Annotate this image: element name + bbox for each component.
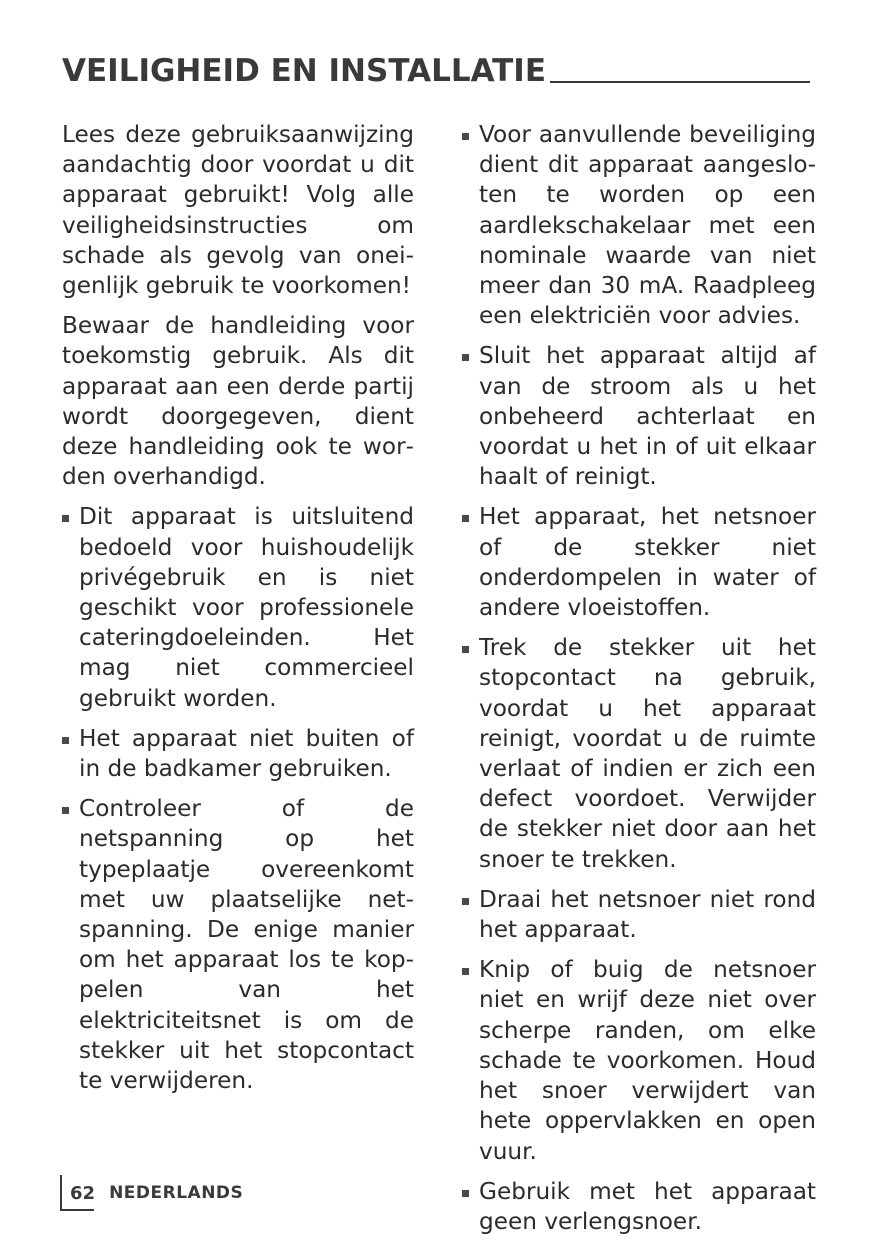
list-item [462,955,816,1166]
square-bullet-icon [462,898,469,905]
square-bullet-icon [62,737,69,744]
right-bullet-list [462,120,816,1237]
list-item [462,633,816,875]
list-item [62,794,414,1096]
list-item-text: Draai het netsnoer niet rond het apparaat. [479,885,816,944]
list-item [462,341,816,492]
right-column [462,120,816,1247]
list-item [462,502,816,623]
page-title: VEILIGHEID EN INSTALLATIE [62,53,547,89]
square-bullet-icon [462,515,469,522]
language-label: NEDERLANDS [109,1183,244,1203]
list-item-text: Dit apparaat is uitsluitend bedoeld voor huishoudelijk privégebruik en is niet geschikt voor professionele cateringdoeleinden. Het mag niet commercieel gebruikt worden. [79,503,414,712]
page-number: 62 [70,1182,96,1204]
left-bullet-list [62,502,414,1096]
list-item [62,724,414,784]
title-underline [550,81,810,83]
list-item-text: Gebruik met het apparaat geen verlengsnoer. [479,1177,816,1235]
keep-manual-paragraph: Bewaar de handleiding voor toekomstig gebruik. Als dit apparaat aan een derde partij wordt doorgegeven, dient deze handleiding ook te worden overhandigd. [62,312,414,491]
intro-paragraph: Lees deze gebruiksaanwijzing aandachtig door voordat u dit apparaat gebruikt! Volg alle veiligheidsinstructies om schade als gevolg van oneigenlijk gebruik te voorkomen! [62,121,414,300]
list-item-text: Het apparaat, het netsnoer of de stekker niet onderdompelen in water of andere vloeistoffen. [479,503,816,622]
list-item [462,120,816,331]
square-bullet-icon [462,646,469,653]
footer-horizontal-rule [60,1209,94,1211]
list-item [462,885,816,945]
square-bullet-icon [62,807,69,814]
list-item-text: Sluit het apparaat altijd af van de stroom als u het onbeheerd achterlaat en voordat u het in of uit elkaar haalt of reinigt. [479,342,816,491]
footer-vertical-rule [60,1175,62,1211]
square-bullet-icon [462,354,469,361]
page-footer [60,1175,243,1211]
square-bullet-icon [462,968,469,975]
list-item-text: Controleer of de netspanning op het typeplaatje overeenkomt met uw plaatselijke netspanning. De enige manier om het apparaat los te koppelen van het elektriciteitsnet is om de stekker uit het stopcontact te verwijderen. [79,795,414,1095]
list-item [462,1177,816,1237]
left-column [62,120,414,1106]
list-item-text: Knip of buig de netsnoer niet en wrijf deze niet over scherpe randen, om elke schade te voorkomen. Houd het snoer verwijdert van hete oppervlakken en open vuur. [479,956,816,1165]
list-item [62,502,414,713]
square-bullet-icon [62,515,69,522]
list-item-text: Het apparaat niet buiten of in de badkamer gebruiken. [79,724,414,783]
section-header [62,48,810,88]
list-item-text: Trek de stekker uit het stopcontact na gebruik, voordat u het apparaat reinigt, voordat u de ruimte verlaat of indien er zich een defect voordoet. Verwijder de stekker niet door aan het snoer te trekken. [479,634,816,873]
square-bullet-icon [462,133,469,140]
square-bullet-icon [462,1190,469,1197]
list-item-text: Voor aanvullende beveiliging dient dit apparaat aangesloten te worden op een aardlekschakelaar met een nominale waarde van niet meer dan 30 mA. Raadpleeg een elektriciën voor advies. [479,121,816,330]
